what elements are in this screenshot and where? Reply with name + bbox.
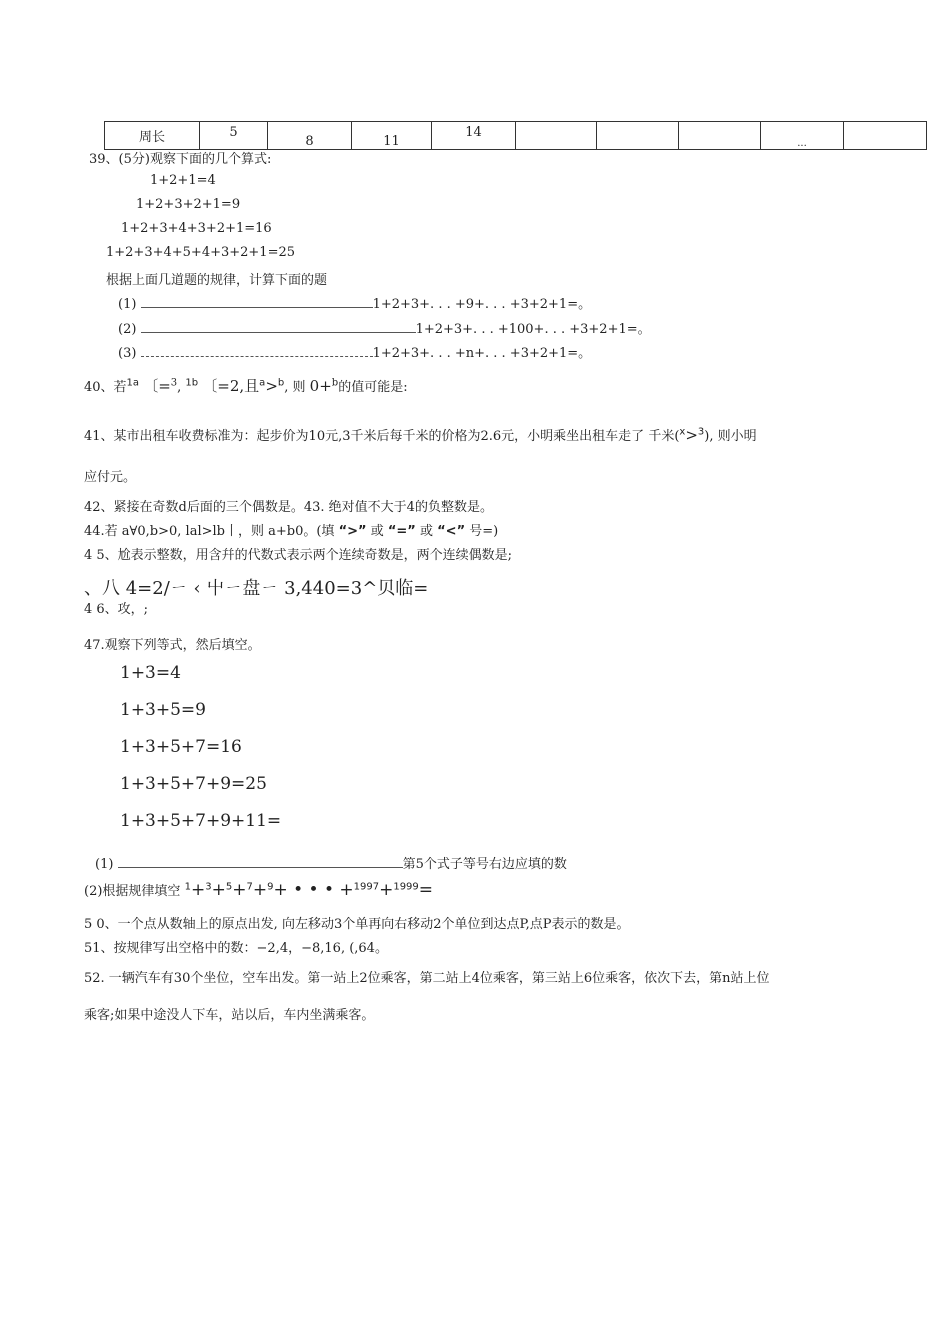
q44-text: 或 <box>370 524 384 539</box>
q40-line <box>84 375 408 396</box>
table-cell: 5 <box>200 122 268 150</box>
q40-text: , 则 <box>284 380 306 395</box>
q47-equation-2: 1+3+5=9 <box>120 700 206 720</box>
table-row <box>105 122 927 150</box>
q40-text: 〔=2,且 <box>202 377 260 395</box>
q40-text: 的值可能是: <box>338 380 408 395</box>
q47-sup: 5 <box>225 881 233 893</box>
q47-op: + <box>211 880 226 900</box>
q47-problem-1 <box>95 853 567 872</box>
q41-text: > <box>685 426 698 444</box>
q47-op: = <box>418 880 434 900</box>
q47-sup: 7 <box>246 881 253 893</box>
q40-sup: b <box>331 377 339 389</box>
q47-header: 47.观察下列等式，然后填空。 <box>84 638 261 653</box>
table-cell: 14 <box>432 122 516 150</box>
q39-problem-2 <box>118 318 651 337</box>
answer-blank <box>118 855 403 868</box>
q40-sup: 1a <box>126 377 140 389</box>
q40-text: 0+ <box>309 377 332 395</box>
q46-line: 4 6、攻，; <box>84 602 149 617</box>
q39-problem-1 <box>118 293 591 312</box>
q39-equation-3: 1+2+3+4+3+2+1=16 <box>121 221 272 236</box>
table-cell: 8 <box>268 122 352 150</box>
q47-sup: 1 <box>184 881 191 893</box>
q39-equation-2: 1+2+3+2+1=9 <box>136 197 241 212</box>
q47-sup: 1999 <box>393 881 419 893</box>
q41-text: 千米( <box>648 429 680 444</box>
q47-equation-4: 1+3+5+7+9=25 <box>120 774 267 794</box>
q39-problem-1-label: (1) <box>118 297 137 312</box>
q47-sup: 1997 <box>353 881 380 893</box>
q51-line: 51、按规律写出空格中的数：−2,4，−8,16, (,64。 <box>84 941 388 956</box>
q39-equation-4: 1+2+3+4+5+4+3+2+1=25 <box>106 245 296 260</box>
q39-problem-3-label: (3) <box>118 346 137 361</box>
q47-op: + • • • + <box>273 880 354 900</box>
q47-sup: 9 <box>267 881 274 893</box>
table-cell <box>679 122 761 150</box>
q39-problem-2-label: (2) <box>118 322 137 337</box>
q47-sup: 3 <box>205 881 212 893</box>
table-cell <box>844 122 927 150</box>
q39-header: 39、(5分)观察下面的几个算式: <box>89 152 272 167</box>
q47-problem-1-text: 第5个式子等号右边应填的数 <box>402 857 567 872</box>
q40-sup: 1b <box>185 377 199 389</box>
q47-op: + <box>190 880 206 900</box>
q47-problem-1-label: (1) <box>95 857 114 872</box>
q39-equation-1: 1+2+1=4 <box>150 173 216 188</box>
q44-text: 号=) <box>469 524 499 539</box>
q39-problem-3-expr: 1+2+3+. . . +n+. . . +3+2+1=。 <box>372 346 592 361</box>
q46-garbled-line: 、八 4=2/ㄧ ‹ 屮ㄧ盘ㄧ 3,440=3^贝临= <box>84 578 429 599</box>
q47-op: + <box>232 880 247 900</box>
q50-line: 5 0、一个点从数轴上的原点出发, 向左移动3个单再向右移动2个单位到达点P,点P表示的数是。 <box>84 917 630 932</box>
table-cell: 11 <box>352 122 432 150</box>
table-cell-label: 周长 <box>105 122 200 150</box>
q41-sup: x <box>679 426 686 438</box>
table-cell: ... <box>761 122 844 150</box>
answer-blank <box>141 320 416 333</box>
q52-line-1: 52. 一辆汽车有30个坐位，空车出发。第一站上2位乘客，第二站上4位乘客，第三站上6位乘客，依次下去，第n站上位 <box>84 971 770 986</box>
q47-equation-5: 1+3+5+7+9+11= <box>120 811 282 831</box>
q41-text: 41、某市出租车收费标准为：起步价为10元,3千米后每千米的价格为2.6元，小明乘坐出租车走了 <box>84 429 645 444</box>
q44-line <box>84 520 498 539</box>
q47-op: + <box>252 880 268 900</box>
q40-sup: b <box>277 377 285 389</box>
answer-blank <box>141 348 373 357</box>
q39-problem-2-expr: 1+2+3+. . . +100+. . . +3+2+1=。 <box>415 322 651 337</box>
table-cell <box>516 122 597 150</box>
q47-problem-2 <box>84 880 433 900</box>
q40-text: > <box>265 377 278 395</box>
q44-symbol: “<” <box>437 524 466 539</box>
q40-sup: a <box>259 377 266 389</box>
q44-symbol: “>” <box>338 524 367 539</box>
q41-sup: 3 <box>697 426 705 438</box>
q40-text: 〔= <box>143 377 171 395</box>
q39-problem-1-expr: 1+2+3+. . . +9+. . . +3+2+1=。 <box>372 297 592 312</box>
answer-blank <box>141 295 373 308</box>
q39-problem-3 <box>118 342 591 361</box>
q47-equation-3: 1+3+5+7=16 <box>120 737 242 757</box>
q44-text: 或 <box>419 524 433 539</box>
q41-line-2: 应付元。 <box>84 470 137 485</box>
q39-instruction: 根据上面几道题的规律，计算下面的题 <box>106 273 328 288</box>
q40-text: , <box>177 380 182 395</box>
q41-text: ), 则小明 <box>704 429 757 444</box>
q42-line: 42、紧接在奇数d后面的三个偶数是。43. 绝对值不大于4的负整数是。 <box>84 500 493 515</box>
table-cell <box>597 122 679 150</box>
q40-sup: 3 <box>170 377 178 389</box>
q47-equation-1: 1+3=4 <box>120 663 181 683</box>
q40-text: 40、若 <box>84 380 127 395</box>
q44-text: 44.若 a∀0,b>0, lal>lb丨，则 a+b0。(填 <box>84 524 335 539</box>
q47-problem-2-label: (2)根据规律填空 <box>84 884 181 899</box>
perimeter-table <box>104 121 927 150</box>
q41-line-1 <box>84 425 757 444</box>
q52-line-2: 乘客;如果中途没人下车，站以后，车内坐满乘客。 <box>84 1008 375 1023</box>
q47-op: + <box>379 880 394 900</box>
q45-line: 4 5、尬表示整数，用含幷的代数式表示两个连续奇数是，两个连续偶数是; <box>84 548 513 563</box>
q44-symbol: “=” <box>387 524 416 539</box>
